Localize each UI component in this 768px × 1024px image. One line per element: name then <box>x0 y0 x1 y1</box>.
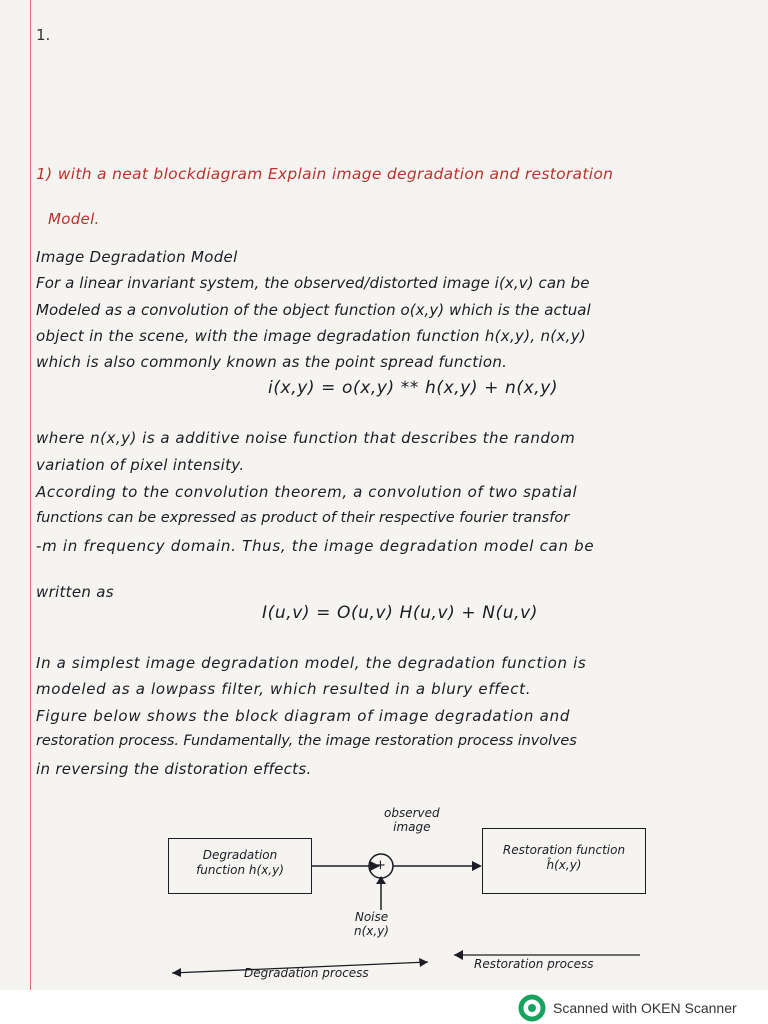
adder-plus-sign: + <box>375 858 386 873</box>
page-number: 1. <box>36 26 51 44</box>
paragraph-2-line-4: functions can be expressed as product of their respective fourier transfor <box>36 510 570 526</box>
section-heading: Image Degradation Model <box>36 248 238 266</box>
noise-label <box>354 910 389 938</box>
degradation-arrow-left-head <box>172 968 181 977</box>
degradation-box-line-1: Degradation <box>202 848 278 862</box>
equation-frequency: I(u,v) = O(u,v) H(u,v) + N(u,v) <box>262 603 539 623</box>
equation-spatial: i(x,y) = o(x,y) ** h(x,y) + n(x,y) <box>268 378 559 398</box>
degradation-process-label: Degradation process <box>244 966 369 980</box>
restoration-box-line-1: Restoration function <box>502 843 626 857</box>
arrowhead-to-restoration <box>472 861 482 871</box>
restoration-box-line-2: ĥ(x,y) <box>546 858 582 872</box>
question-line-1: 1) with a neat blockdiagram Explain image degradation and restoration <box>36 165 614 183</box>
noise-label-line-2: n(x,y) <box>354 924 389 938</box>
restoration-function-box <box>482 828 646 894</box>
degradation-box-line-2: function h(x,y) <box>196 863 284 877</box>
paragraph-2-line-3: According to the convolution theorem, a convolution of two spatial <box>36 483 578 501</box>
degradation-arrow-right-head <box>419 958 428 967</box>
observed-label-line-1: observed <box>384 806 440 820</box>
paragraph-1-line-2: Modeled as a convolution of the object function o(x,y) which is the actual <box>36 301 591 319</box>
paragraph-3-line-3: Figure below shows the block diagram of image degradation and <box>36 707 571 725</box>
noise-label-line-1: Noise <box>354 910 389 924</box>
paragraph-1-line-1: For a linear invariant system, the observed/distorted image i(x,v) can be <box>36 274 590 292</box>
paragraph-2-line-6: written as <box>36 583 114 601</box>
paragraph-1-line-3: object in the scene, with the image degradation function h(x,y), n(x,y) <box>36 327 587 345</box>
paragraph-2-line-1: where n(x,y) is a additive noise function that describes the random <box>36 429 576 447</box>
restoration-process-label: Restoration process <box>474 957 594 971</box>
degradation-function-box <box>168 838 312 894</box>
restoration-arrow-head <box>454 950 463 960</box>
paragraph-2-line-2: variation of pixel intensity. <box>36 456 245 474</box>
paragraph-3-line-5: in reversing the distoration effects. <box>36 760 312 778</box>
observed-image-label <box>384 806 440 834</box>
paragraph-3-line-2: modeled as a lowpass filter, which resulted in a blury effect. <box>36 680 532 698</box>
paragraph-2-line-5: -m in frequency domain. Thus, the image degradation model can be <box>36 537 595 555</box>
paragraph-1-line-4: which is also commonly known as the point spread function. <box>36 353 508 371</box>
scanner-watermark-text: Scanned with OKEN Scanner <box>553 1000 737 1016</box>
paragraph-3-line-1: In a simplest image degradation model, the degradation function is <box>36 654 587 672</box>
question-line-2: Model. <box>48 210 100 228</box>
oken-scanner-logo-icon <box>516 992 548 1024</box>
paragraph-3-line-4: restoration process. Fundamentally, the image restoration process involves <box>36 733 577 749</box>
observed-label-line-2: image <box>393 820 431 834</box>
